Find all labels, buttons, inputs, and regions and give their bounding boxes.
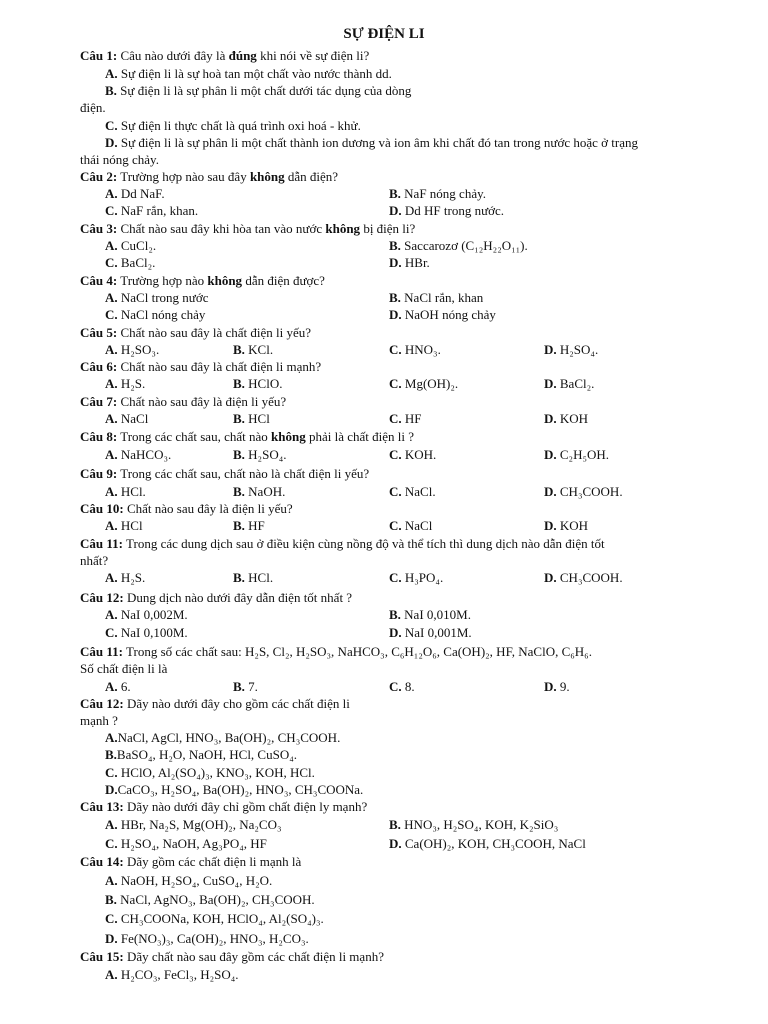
q11-cont: nhất?	[80, 553, 109, 568]
question-11b: Câu 11: Trong số các chất sau: H₂S, Cl₂, H₂SO₃, NaHCO₃, C₆H₁₂O₆, Ca(OH)₂, HF, NaClO, C₆H₆.	[80, 644, 592, 659]
q11b-options: A. 6. B. 7. C. 8. D. 9.	[105, 679, 570, 694]
q1-option-d-cont: thái nóng chảy.	[80, 152, 159, 167]
q10-options: A. HCl B. HF C. NaCl D. KOH	[105, 518, 589, 533]
q12-options-ab: A. NaI 0,002M. B. NaI 0,010M.	[105, 607, 471, 622]
q8-options: A. NaHCO₃. B. H₂SO₄. C. KOH. D. C₂H₅OH.	[105, 447, 610, 462]
q3-options-ab: A. CuCl₂. B. Saccarozơ (C₁₂H₂₂O₁₁).	[105, 238, 528, 253]
q1-option-d: D. Sự điện li là sự phân li một chất thành ion dương và ion âm khi chất đó tan trong nước hoặc ở trạng	[105, 135, 638, 150]
q1-option-c: C. Sự điện li thực chất là quá trình oxi hoá - khử.	[105, 118, 361, 133]
q12b-option-a: A.NaCl, AgCl, HNO₃, Ba(OH)₂, CH₃COOH.	[105, 730, 341, 745]
q1-option-b: B. Sự điện li là sự phân li một chất dưới tác dụng của dòng	[105, 83, 412, 98]
q1-option-a: A. Sự điện li là sự hoà tan một chất vào nước thành dd.	[105, 66, 392, 81]
q14-option-c: C. CH₃COONa, KOH, HClO₄, Al₂(SO₄)₃.	[105, 911, 324, 926]
question-9: Câu 9: Trong các chất sau, chất nào là chất điện li yếu?	[80, 466, 370, 481]
q2-options-ab: A. Dd NaF. B. NaF nóng chảy.	[105, 186, 487, 201]
question-8: Câu 8: Trong các chất sau, chất nào không phải là chất điện li ?	[80, 429, 414, 444]
q13-options-ab: A. HBr, Na₂S, Mg(OH)₂, Na₂CO₃ B. HNO₃, H₂SO₄, KOH, K₂SiO₃	[105, 817, 559, 832]
question-5: Câu 5: Chất nào sau đây là chất điện li yếu?	[80, 325, 312, 340]
q4-options-ab: A. NaCl trong nước B. NaCl rắn, khan	[105, 290, 484, 305]
question-3: Câu 3: Chất nào sau đây khi hòa tan vào nước không bị điện li?	[80, 221, 416, 236]
question-12b: Câu 12: Dãy nào dưới đây cho gồm các chất điện li	[80, 696, 350, 711]
q1-option-b-cont: điện.	[80, 100, 106, 115]
question-11: Câu 11: Trong các dung dịch sau ở điều kiện cùng nồng độ và thể tích thì dung dịch nào dẫn điện tốt	[80, 536, 605, 551]
q14-option-b: B. NaCl, AgNO₃, Ba(OH)₂, CH₃COOH.	[105, 892, 315, 907]
q6-options: A. H₂S. B. HClO. C. Mg(OH)₂. D. BaCl₂.	[105, 376, 595, 391]
question-14: Câu 14: Dãy gồm các chất điện li mạnh là	[80, 854, 302, 869]
q14-option-d: D. Fe(NO₃)₃, Ca(OH)₂, HNO₃, H₂CO₃.	[105, 931, 309, 946]
q12b-option-c: C. HClO, Al₂(SO₄)₃, KNO₃, KOH, HCl.	[105, 765, 315, 780]
question-15: Câu 15: Dãy chất nào sau đây gồm các chất điện li mạnh?	[80, 949, 384, 964]
q4-options-cd: C. NaCl nóng chảy D. NaOH nóng chảy	[105, 307, 496, 322]
question-6: Câu 6: Chất nào sau đây là chất điện li mạnh?	[80, 359, 322, 374]
question-13: Câu 13: Dãy nào dưới đây chỉ gồm chất điện ly mạnh?	[80, 799, 368, 814]
q12b-option-b: B.BaSO₄, H₂O, NaOH, HCl, CuSO₄.	[105, 747, 297, 762]
question-7: Câu 7: Chất nào sau đây là điện li yếu?	[80, 394, 287, 409]
q14-option-a: A. NaOH, H₂SO₄, CuSO₄, H₂O.	[105, 873, 273, 888]
q12b-option-d: D.CaCO₃, H₂SO₄, Ba(OH)₂, HNO₃, CH₃COONa.	[105, 782, 364, 797]
q2-options-cd: C. NaF rắn, khan. D. Dd HF trong nước.	[105, 203, 505, 218]
page-title: SỰ ĐIỆN LI	[343, 26, 425, 42]
q15-option-a: A. H₂CO₃, FeCl₃, H₂SO₄.	[105, 967, 239, 982]
q3-options-cd: C. BaCl₂. D. HBr.	[105, 255, 430, 270]
q12-options-cd: C. NaI 0,100M. D. NaI 0,001M.	[105, 625, 472, 640]
question-12: Câu 12: Dung dịch nào dưới đây dẫn điện tốt nhất ?	[80, 590, 353, 605]
q11-options: A. H₂S. B. HCl. C. H₃PO₄. D. CH₃COOH.	[105, 570, 623, 585]
q11b-cont: Số chất điện li là	[80, 661, 168, 676]
q12b-cont: mạnh ?	[80, 713, 118, 728]
q7-options: A. NaCl B. HCl C. HF D. KOH	[105, 411, 589, 426]
question-10: Câu 10: Chất nào sau đây là điện li yếu?	[80, 501, 293, 516]
question-4: Câu 4: Trường hợp nào không dẫn điện được?	[80, 273, 325, 288]
question-1: Câu 1: Câu nào dưới đây là đúng khi nói về sự điện li?	[80, 48, 370, 63]
question-2: Câu 2: Trường hợp nào sau đây không dẫn điện?	[80, 169, 339, 184]
q5-options: A. H₂SO₃. B. KCl. C. HNO₃. D. H₂SO₄.	[105, 342, 599, 357]
q13-options-cd: C. H₂SO₄, NaOH, Ag₃PO₄, HF D. Ca(OH)₂, KOH, CH₃COOH, NaCl	[105, 836, 586, 851]
q9-options: A. HCl. B. NaOH. C. NaCl. D. CH₃COOH.	[105, 484, 623, 499]
